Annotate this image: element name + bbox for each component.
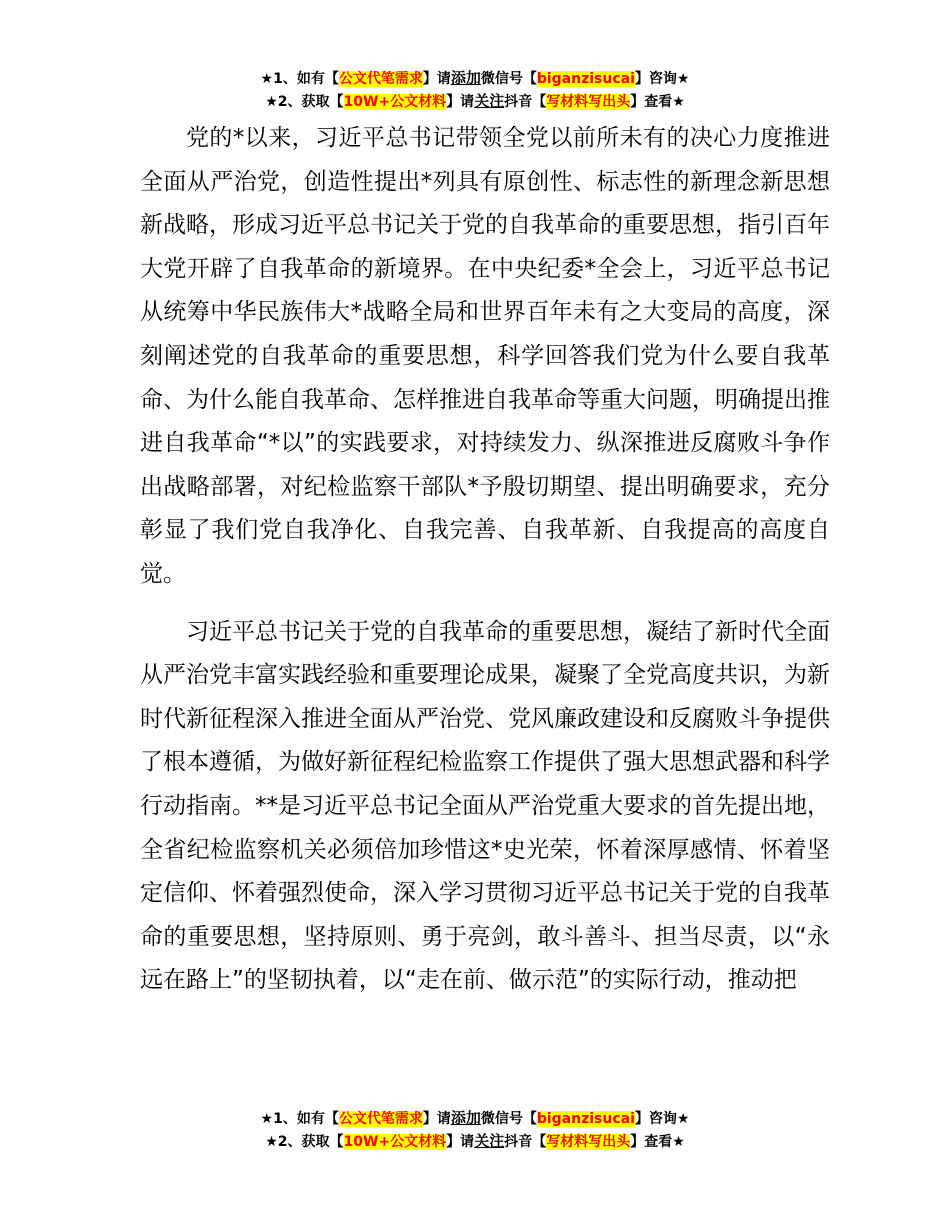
banner-line-2 xyxy=(0,1130,950,1153)
wechat-id: biganzisucai xyxy=(536,1111,635,1127)
banner-text: 】咨询 xyxy=(634,71,677,87)
banner-text: 1、如有【 xyxy=(273,71,339,87)
highlight-text: 公文代笔需求 xyxy=(338,71,423,87)
star-icon: ★ xyxy=(676,71,690,87)
document-body xyxy=(140,117,830,1003)
highlight-text: 公文代笔需求 xyxy=(338,1111,423,1127)
star-icon: ★ xyxy=(672,94,685,110)
banner-text: 】咨询 xyxy=(634,1111,677,1127)
banner-text: 2、获取【 xyxy=(277,94,344,110)
banner-text: 2、获取【 xyxy=(277,1134,344,1150)
paragraph-1: 党的*以来，习近平总书记带领全党以前所未有的决心力度推进全面从严治党，创造性提出*列具有原创性、标志性的新理念新思想新战略，形成习近平总书记关于党的自我革命的重要思想，指引百年大党开辟了自我革命的新境界。在中央纪委*全会上，习近平总书记从统筹中华民族伟大*战略全局和世界百年未有之大变局的高度，深刻阐述党的自我革命的重要思想，科学回答我们党为什么要自我革命、为什么能自我革命、怎样推进自我革命等重大问题，明确提出推进自我革命“*以”的实践要求，对持续发力、纵深推进反腐败斗争作出战略部署，对纪检监察干部队*予殷切期望、提出明确要求，充分彰显了我们党自我净化、自我完善、自我革新、自我提高的高度自觉。 xyxy=(140,125,830,587)
highlight-text: 写材料写出头 xyxy=(546,94,631,110)
star-icon: ★ xyxy=(265,94,278,110)
banner-line-1 xyxy=(0,1107,950,1130)
banner-text: 抖音【 xyxy=(504,1134,547,1150)
underlined-text: 添加 xyxy=(450,1109,481,1127)
underlined-text: 添加 xyxy=(450,69,481,87)
banner-line-1 xyxy=(0,67,950,90)
underlined-text: 关注 xyxy=(474,92,505,110)
star-icon: ★ xyxy=(672,1134,685,1150)
wechat-id: biganzisucai xyxy=(536,71,635,87)
banner-text: 】请 xyxy=(446,1134,475,1150)
header-banner xyxy=(0,67,950,113)
banner-text: 微信号【 xyxy=(480,1111,537,1127)
highlight-text: 写材料写出头 xyxy=(546,1134,631,1150)
star-icon: ★ xyxy=(676,1111,690,1127)
footer-banner xyxy=(0,1107,950,1153)
star-icon: ★ xyxy=(260,71,274,87)
banner-text: 1、如有【 xyxy=(273,1111,339,1127)
banner-text: 微信号【 xyxy=(480,71,537,87)
banner-text: 】查看 xyxy=(630,94,673,110)
banner-text: 】请 xyxy=(422,71,451,87)
banner-text: 】请 xyxy=(422,1111,451,1127)
star-icon: ★ xyxy=(260,1111,274,1127)
paragraph-2: 习近平总书记关于党的自我革命的重要思想，凝结了新时代全面从严治党丰富实践经验和重要理论成果，凝聚了全党高度共识，为新时代新征程深入推进全面从严治党、党风廉政建设和反腐败斗争提供了根本遵循，为做好新征程纪检监察工作提供了强大思想武器和科学行动指南。**是习近平总书记全面从严治党重大要求的首先提出地，全省纪检监察机关必须倍加珍惜这*史光荣，怀着深厚感情、怀着坚定信仰、怀着强烈使命，深入学习贯彻习近平总书记关于党的自我革命的重要思想，坚持原则、勇于亮剑，敢斗善斗、担当尽责，以“永远在路上”的坚韧执着，以“走在前、做示范”的实际行动，推动把 xyxy=(140,618,830,994)
banner-text: 】请 xyxy=(446,94,475,110)
star-icon: ★ xyxy=(265,1134,278,1150)
banner-text: 】查看 xyxy=(630,1134,673,1150)
highlight-text: 10W+公文材料 xyxy=(343,1134,447,1150)
banner-line-2 xyxy=(0,90,950,113)
underlined-text: 关注 xyxy=(474,1132,505,1150)
highlight-text: 10W+公文材料 xyxy=(343,94,447,110)
banner-text: 抖音【 xyxy=(504,94,547,110)
